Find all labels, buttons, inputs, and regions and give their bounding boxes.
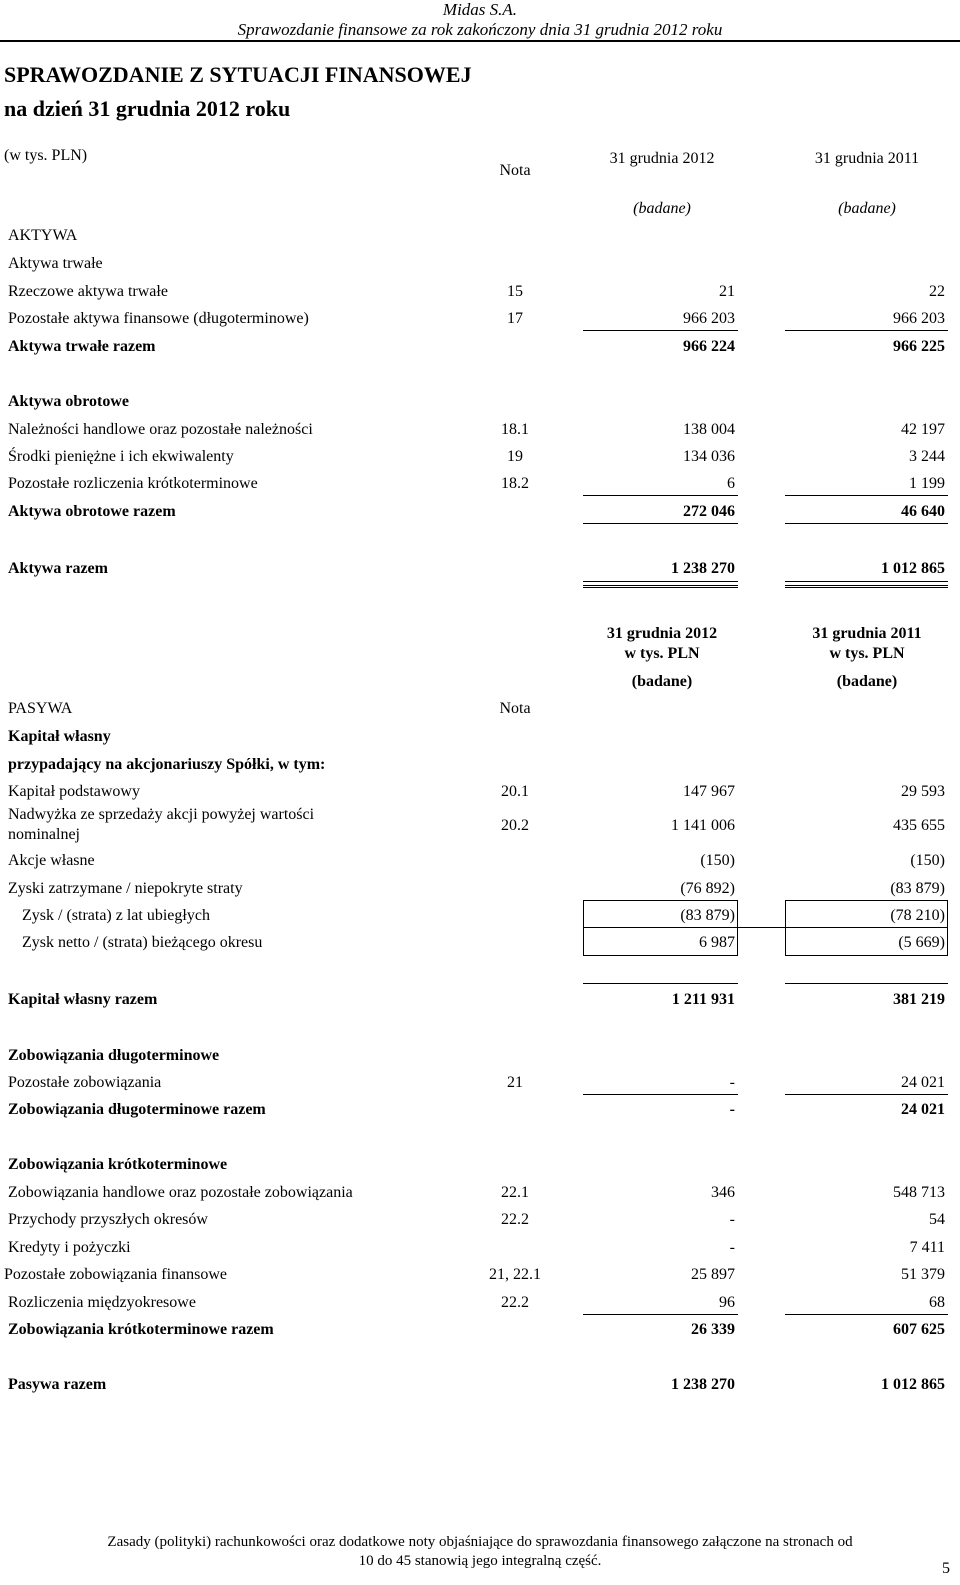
- row-value-2011: 607 625: [893, 1321, 945, 1338]
- subtotal-rule: [785, 523, 948, 524]
- row-label: Rozliczenia międzyokresowe: [8, 1294, 196, 1311]
- subtotal-rule: [785, 495, 948, 496]
- row-label: Aktywa obrotowe razem: [8, 503, 176, 520]
- row-label: Pozostałe rozliczenia krótkoterminowe: [8, 475, 258, 492]
- row-value-2011: 381 219: [893, 991, 945, 1008]
- subtotal-rule: [583, 1314, 738, 1315]
- row-value-2012: 966 203: [683, 310, 735, 327]
- subtotal-rule: [583, 495, 738, 496]
- row-value-2011: 51 379: [901, 1266, 945, 1283]
- nota-header: Nota: [499, 700, 531, 717]
- lt-liabilities-heading: Zobowiązania długoterminowe: [8, 1047, 220, 1064]
- sub-rows-divider: [583, 927, 948, 928]
- subtotal-rule: [785, 1094, 948, 1095]
- footer-note-cont: 10 do 45 stanowią jego integralną część.: [358, 1553, 602, 1569]
- current-assets-heading: Aktywa obrotowe: [8, 393, 130, 410]
- row-value-2011: 1 199: [909, 475, 945, 492]
- row-label: Zyski zatrzymane / niepokryte straty: [8, 880, 243, 897]
- subtotal-rule: [785, 1314, 948, 1315]
- subtotal-rule: [583, 1094, 738, 1095]
- row-value-2011: 1 012 865: [881, 560, 945, 577]
- row-note: 21: [507, 1074, 523, 1091]
- row-label: Pozostałe zobowiązania finansowe: [4, 1266, 228, 1283]
- row-value-2012: 272 046: [683, 503, 735, 520]
- row-value-2011: 435 655: [893, 817, 945, 834]
- total-rule: [785, 581, 948, 582]
- row-label: Należności handlowe oraz pozostałe należności: [8, 421, 313, 438]
- row-value-2012: -: [729, 1074, 735, 1091]
- col-2012-header: 31 grudnia 2012: [609, 150, 715, 167]
- row-note: 17: [507, 310, 523, 327]
- col-2011-audited: (badane): [838, 200, 896, 217]
- row-note: 18.2: [501, 475, 529, 492]
- row-label: Nadwyżka ze sprzedaży akcji powyżej wartości: [8, 806, 315, 823]
- col-2011-header: 31 grudnia 2011: [812, 625, 922, 642]
- row-note: 20.1: [501, 783, 529, 800]
- row-value-2011: 3 244: [909, 448, 945, 465]
- subtotal-rule: [583, 330, 738, 331]
- row-value-2012: -: [729, 1239, 735, 1256]
- row-label: Zysk netto / (strata) bieżącego okresu: [22, 934, 263, 951]
- row-label: Pozostałe aktywa finansowe (długoterminowe): [8, 310, 309, 327]
- row-value-2011: 22: [929, 283, 945, 300]
- row-value-2011: (83 879): [890, 880, 945, 897]
- row-note: 22.2: [501, 1294, 529, 1311]
- header-subtitle: Sprawozdanie finansowe za rok zakończony dnia 31 grudnia 2012 roku: [237, 20, 723, 39]
- row-value-2011: 42 197: [901, 421, 945, 438]
- subtotal-rule: [583, 523, 738, 524]
- assets-heading: AKTYWA: [8, 227, 78, 244]
- row-note: 18.1: [501, 421, 529, 438]
- st-liabilities-heading: Zobowiązania krótkoterminowe: [8, 1156, 228, 1173]
- col-2012-audited: (badane): [633, 200, 691, 217]
- row-value-2012: 6: [727, 475, 735, 492]
- row-value-2012: 26 339: [691, 1321, 735, 1338]
- row-label: Zobowiązania handlowe oraz pozostałe zobowiązania: [8, 1184, 353, 1201]
- header-company: Midas S.A.: [442, 0, 518, 19]
- row-value-2011: 7 411: [909, 1239, 945, 1256]
- row-value-2012: (83 879): [680, 907, 735, 924]
- footer-note: Zasady (polityki) rachunkowości oraz dodatkowe noty objaśniające do sprawozdania finansowego załączone na stronach od: [107, 1534, 853, 1550]
- row-value-2011: 1 012 865: [881, 1376, 945, 1393]
- page-title: SPRAWOZDANIE Z SYTUACJI FINANSOWEJ: [4, 62, 472, 87]
- header-rule: [0, 40, 960, 42]
- row-value-2012: 147 967: [683, 783, 735, 800]
- equity-heading: Kapitał własny: [8, 728, 111, 745]
- row-value-2011: 54: [929, 1211, 945, 1228]
- row-value-2012: 6 987: [699, 934, 735, 951]
- row-value-2012: 25 897: [691, 1266, 735, 1283]
- row-label: Kredyty i pożyczki: [8, 1239, 131, 1256]
- subtotal-rule: [785, 330, 948, 331]
- row-value-2011: 548 713: [893, 1184, 945, 1201]
- col-2011-units: w tys. PLN: [829, 645, 905, 662]
- row-value-2011: 24 021: [901, 1101, 945, 1118]
- row-value-2012: (150): [700, 852, 735, 869]
- row-label: Zobowiązania długoterminowe razem: [8, 1101, 266, 1118]
- row-value-2012: 1 238 270: [671, 560, 735, 577]
- row-label: Środki pieniężne i ich ekwiwalenty: [8, 448, 234, 465]
- row-value-2011: 966 225: [893, 338, 945, 355]
- row-value-2011: 46 640: [901, 503, 945, 520]
- col-2011-audited: (badane): [836, 673, 898, 690]
- row-label: Kapitał podstawowy: [8, 783, 140, 800]
- row-value-2011: 68: [929, 1294, 945, 1311]
- row-label: Przychody przyszłych okresów: [8, 1211, 208, 1228]
- row-value-2012: 138 004: [683, 421, 735, 438]
- row-label: Pasywa razem: [8, 1376, 107, 1393]
- total-rule: [583, 581, 738, 582]
- row-value-2012: 1 211 931: [671, 991, 735, 1008]
- subtotal-rule: [583, 983, 738, 984]
- row-value-2012: 134 036: [683, 448, 735, 465]
- row-label: Akcje własne: [8, 852, 95, 869]
- row-value-2012: 1 238 270: [671, 1376, 735, 1393]
- row-value-2012: 966 224: [683, 338, 735, 355]
- row-label: Zobowiązania krótkoterminowe razem: [8, 1321, 274, 1338]
- row-value-2012: 96: [719, 1294, 735, 1311]
- units-label: (w tys. PLN): [4, 147, 88, 164]
- row-value-2012: 21: [719, 283, 735, 300]
- col-2011-header: 31 grudnia 2011: [814, 150, 920, 167]
- page-number: 5: [942, 1560, 950, 1577]
- row-value-2011: (150): [910, 852, 945, 869]
- row-value-2012: -: [729, 1211, 735, 1228]
- row-label: Aktywa trwałe razem: [8, 338, 156, 355]
- row-value-2012: -: [729, 1101, 735, 1118]
- subtotal-rule: [785, 983, 948, 984]
- col-2012-header: 31 grudnia 2012: [606, 625, 718, 642]
- nota-header: Nota: [499, 162, 531, 179]
- row-note: 21, 22.1: [489, 1266, 541, 1283]
- row-value-2012: (76 892): [680, 880, 735, 897]
- row-label: Pozostałe zobowiązania: [8, 1074, 162, 1091]
- col-2012-units: w tys. PLN: [624, 645, 700, 662]
- liabilities-heading: PASYWA: [8, 700, 73, 717]
- row-note: 19: [507, 448, 523, 465]
- col-2012-audited: (badane): [631, 673, 693, 690]
- fixed-assets-heading: Aktywa trwałe: [8, 255, 103, 272]
- row-value-2011: (5 669): [898, 934, 945, 951]
- equity-subheading: przypadający na akcjonariuszy Spółki, w tym:: [8, 756, 326, 773]
- row-note: 22.1: [501, 1184, 529, 1201]
- page-subtitle: na dzień 31 grudnia 2012 roku: [4, 96, 291, 121]
- row-label: Aktywa razem: [8, 560, 108, 577]
- row-value-2011: (78 210): [890, 907, 945, 924]
- row-note: 22.2: [501, 1211, 529, 1228]
- total-double-rule: [583, 585, 738, 588]
- row-label: Kapitał własny razem: [8, 991, 158, 1008]
- row-value-2011: 24 021: [901, 1074, 945, 1091]
- total-double-rule: [785, 585, 948, 588]
- row-value-2012: 1 141 006: [671, 817, 735, 834]
- row-note: 20.2: [501, 817, 529, 834]
- row-label: Zysk / (strata) z lat ubiegłych: [22, 907, 210, 924]
- row-label: Rzeczowe aktywa trwałe: [8, 283, 168, 300]
- row-note: 15: [507, 283, 523, 300]
- row-value-2012: 346: [711, 1184, 735, 1201]
- row-value-2011: 966 203: [893, 310, 945, 327]
- row-label-cont: nominalnej: [8, 826, 80, 843]
- row-value-2011: 29 593: [901, 783, 945, 800]
